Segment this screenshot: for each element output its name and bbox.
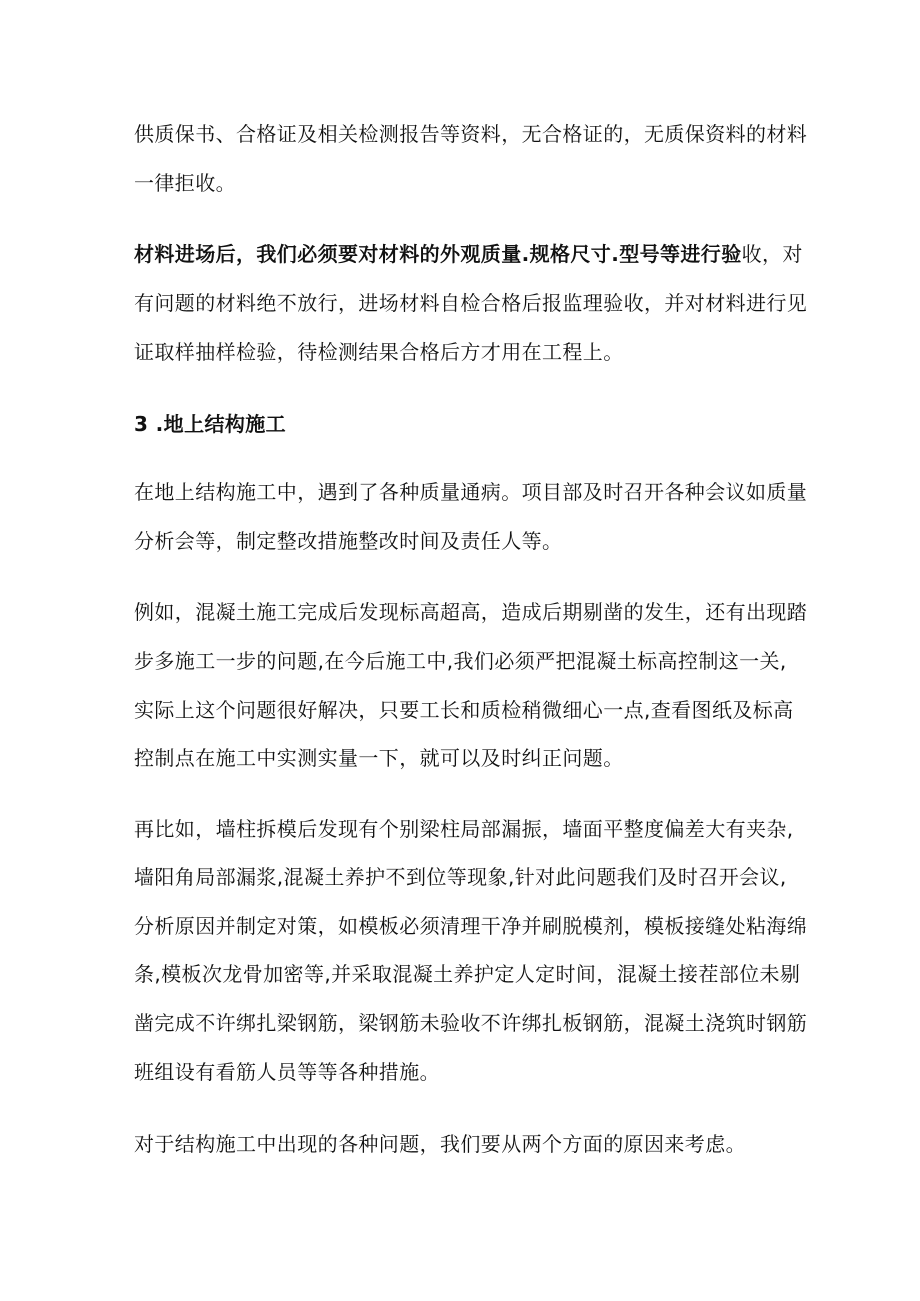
paragraph-3-line-1: 在地上结构施工中，遇到了各种质量通病。项目部及时召开各种会议如质量 <box>134 480 808 504</box>
paragraph-5-line-4: 条,模板次龙骨加密等,并采取混凝土养护定人定时间，混凝土接茬部位未剔 <box>134 962 801 986</box>
paragraph-6-line-1: 对于结构施工中出现的各种问题，我们要从两个方面的原因来考虑。 <box>134 1132 746 1156</box>
paragraph-5-line-6: 班组设有看筋人员等等各种措施。 <box>134 1060 440 1084</box>
paragraph-2-rest: 收，对 <box>741 242 803 266</box>
paragraph-5-line-1: 再比如，墙柱拆模后发现有个别梁柱局部漏振，墙面平整度偏差大有夹杂, <box>134 817 794 841</box>
paragraph-5-line-2: 墙阳角局部漏浆,混凝土养护不到位等现象,针对此问题我们及时召开会议, <box>134 865 787 889</box>
section-heading: 3 .地上结构施工 <box>134 412 287 436</box>
paragraph-4-line-2: 步多施工一步的问题,在今后施工中,我们必须严把混凝土标高控制这一关, <box>134 649 787 673</box>
paragraph-2-bold-prefix: 材料进场后，我们必须要对材料的外观质量.规格尺寸.型号等进行验 <box>134 242 742 266</box>
paragraph-1-line-2: 一律拒收。 <box>134 171 236 195</box>
paragraph-2-line-2: 有问题的材料绝不放行，进场材料自检合格后报监理验收，并对材料进行见 <box>134 291 808 315</box>
paragraph-2-line-3: 证取样抽样检验，待检测结果合格后方才用在工程上。 <box>134 340 624 364</box>
paragraph-4-line-4: 控制点在施工中实测实量一下，就可以及时纠正问题。 <box>134 746 624 770</box>
paragraph-1-line-1: 供质保书、合格证及相关检测报告等资料，无合格证的，无质保资料的材料 <box>134 122 808 146</box>
paragraph-2-line-1 <box>134 240 803 268</box>
paragraph-5-line-3: 分析原因并制定对策，如模板必须清理干净并刷脱模剂，模板接缝处粘海绵 <box>134 914 808 938</box>
paragraph-4-line-3: 实际上这个问题很好解决，只要工长和质检稍微细心一点,查看图纸及标高 <box>134 698 794 722</box>
paragraph-3-line-2: 分析会等，制定整改措施整改时间及责任人等。 <box>134 529 563 553</box>
paragraph-4-line-1: 例如，混凝土施工完成后发现标高超高，造成后期剔凿的发生，还有出现踏 <box>134 600 808 624</box>
paragraph-5-line-5: 凿完成不许绑扎梁钢筋，梁钢筋未验收不许绑扎板钢筋，混凝土浇筑时钢筋 <box>134 1011 808 1035</box>
